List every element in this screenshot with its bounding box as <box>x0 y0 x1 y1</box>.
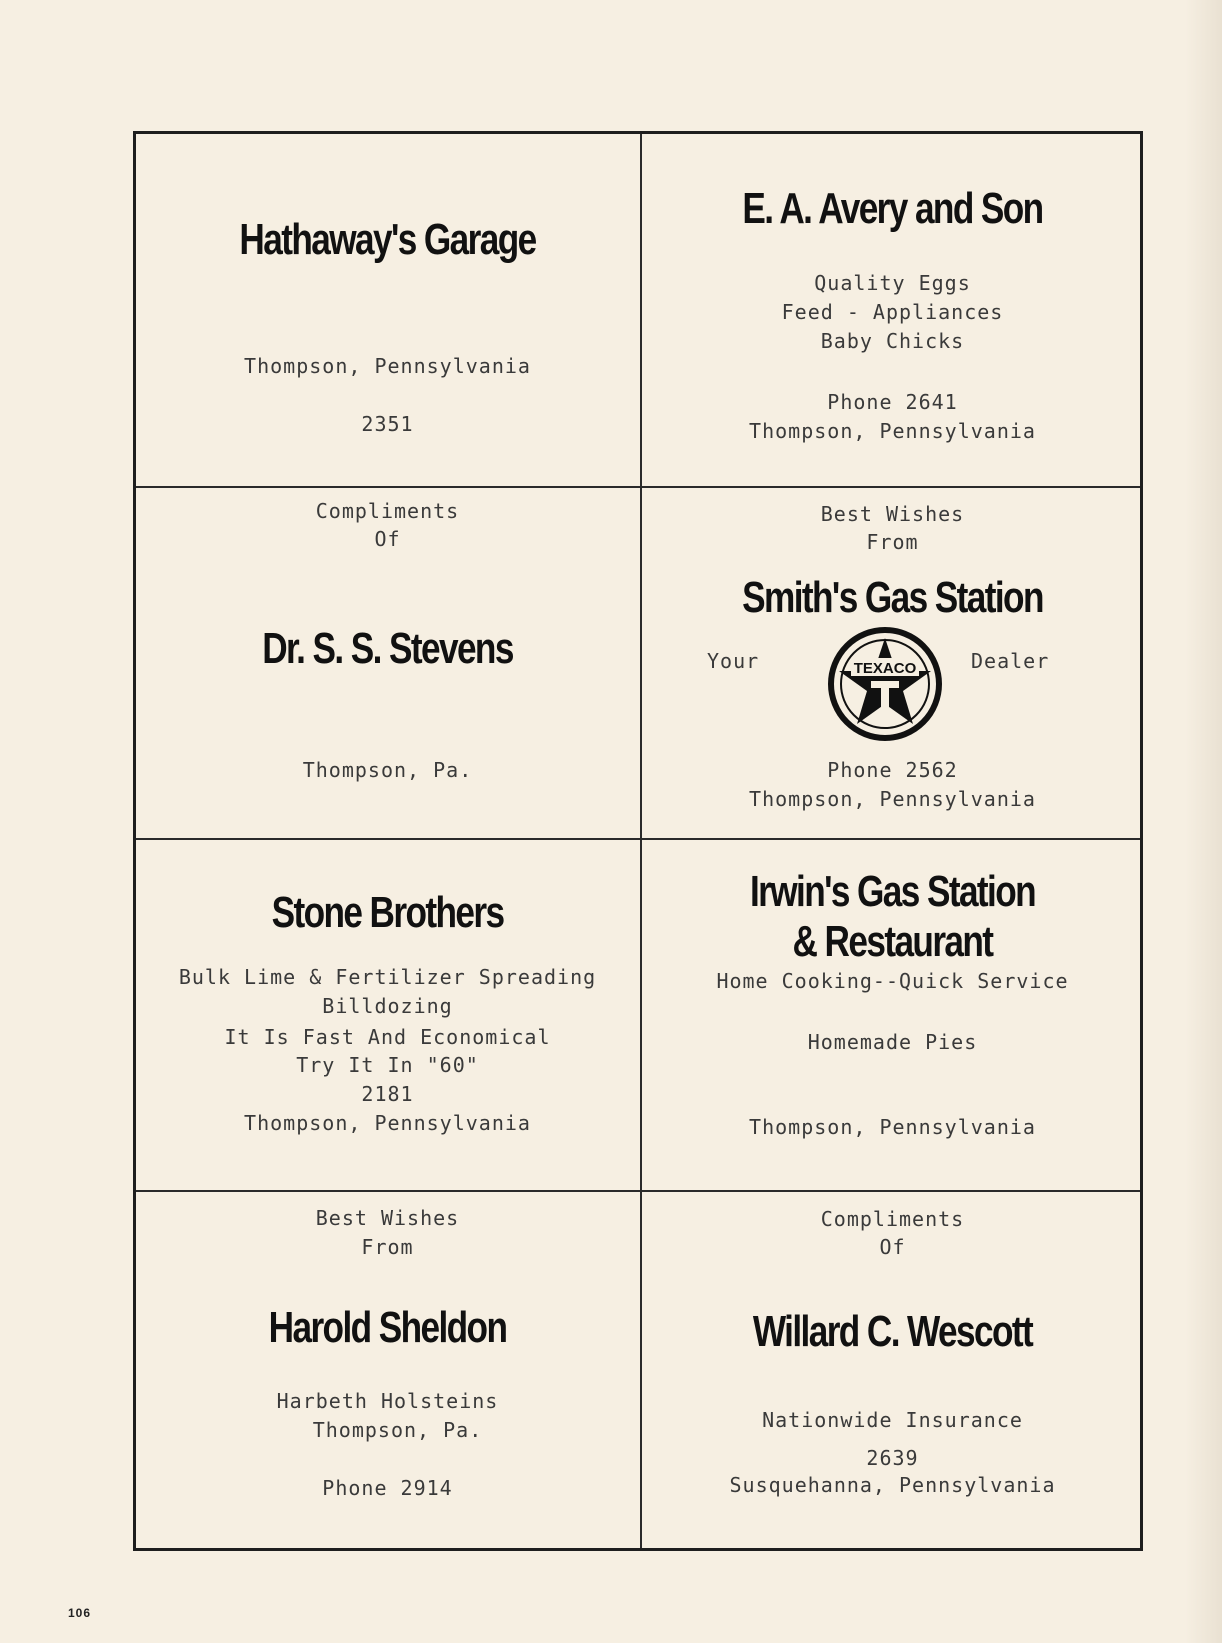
ad-line: Feed - Appliances <box>781 300 1004 324</box>
ad-greeting: Compliments <box>820 1207 965 1231</box>
ad-address: Susquehanna, Pennsylvania <box>729 1473 1056 1497</box>
svg-text:TEXACO: TEXACO <box>853 660 917 677</box>
ad-line: Nationwide Insurance <box>762 1408 1023 1432</box>
ad-address: Thompson, Pennsylvania <box>244 1111 531 1135</box>
ad-phone: 2181 <box>361 1082 414 1106</box>
ad-hathaways-garage <box>136 134 639 486</box>
texaco-logo-icon <box>827 626 943 742</box>
ad-harold-sheldon <box>136 1190 639 1554</box>
ad-greeting: Best Wishes <box>820 502 965 526</box>
ad-stone-brothers <box>136 838 639 1190</box>
ad-title: Harold Sheldon <box>268 1303 507 1352</box>
ad-greeting: From <box>866 530 919 554</box>
ad-title-line2: & Restaurant <box>792 917 993 966</box>
ad-line: Harbeth Holsteins <box>276 1389 499 1413</box>
ad-title: E. A. Avery and Son <box>742 184 1043 233</box>
ad-line: It Is Fast And Economical <box>224 1025 551 1049</box>
ad-title: Dr. S. S. Stevens <box>262 624 513 673</box>
ad-address: Thompson, Pennsylvania <box>749 1115 1036 1139</box>
ad-title: Irwin's Gas Station <box>749 867 1036 916</box>
ad-line: Billdozing <box>322 994 453 1018</box>
ad-smiths-gas-station <box>641 486 1144 838</box>
ad-phone: Phone 2914 <box>322 1476 453 1500</box>
ad-phone: Phone 2641 <box>827 390 958 414</box>
ad-line: Bulk Lime & Fertilizer Spreading <box>178 965 597 989</box>
ad-irwins-gas-station <box>641 838 1144 1190</box>
ad-greeting: Best Wishes <box>315 1206 460 1230</box>
ad-line: Thompson, Pa. <box>312 1418 483 1442</box>
ad-phone: Phone 2562 <box>827 758 958 782</box>
ad-line: Baby Chicks <box>820 329 965 353</box>
ad-address: Thompson, Pennsylvania <box>749 787 1036 811</box>
ad-willard-wescott <box>641 1190 1144 1554</box>
ad-phone: 2351 <box>361 412 414 436</box>
ad-avery-and-son <box>641 134 1144 486</box>
ad-dr-stevens <box>136 486 639 838</box>
ad-greeting: Of <box>374 527 401 551</box>
ad-line: Quality Eggs <box>814 271 971 295</box>
ad-title: Willard C. Wescott <box>752 1307 1033 1356</box>
ad-address: Thompson, Pa. <box>302 758 473 782</box>
ad-greeting: Of <box>879 1235 906 1259</box>
ad-line: Try It In "60" <box>296 1053 479 1077</box>
ad-title: Stone Brothers <box>271 888 504 937</box>
ad-dealer-label: Dealer <box>971 649 1050 673</box>
ad-line: Homemade Pies <box>807 1030 978 1054</box>
ad-title: Smith's Gas Station <box>742 573 1043 622</box>
ad-phone: 2639 <box>866 1446 919 1470</box>
ad-address: Thompson, Pennsylvania <box>244 354 531 378</box>
ad-line: Home Cooking--Quick Service <box>716 969 1069 993</box>
ad-greeting: From <box>361 1235 414 1259</box>
ad-greeting: Compliments <box>315 499 460 523</box>
ad-grid <box>133 131 1143 1551</box>
ad-title: Hathaway's Garage <box>239 215 536 264</box>
page-number: 106 <box>68 1606 92 1620</box>
ad-your-label: Your <box>707 649 760 673</box>
ad-address: Thompson, Pennsylvania <box>749 419 1036 443</box>
